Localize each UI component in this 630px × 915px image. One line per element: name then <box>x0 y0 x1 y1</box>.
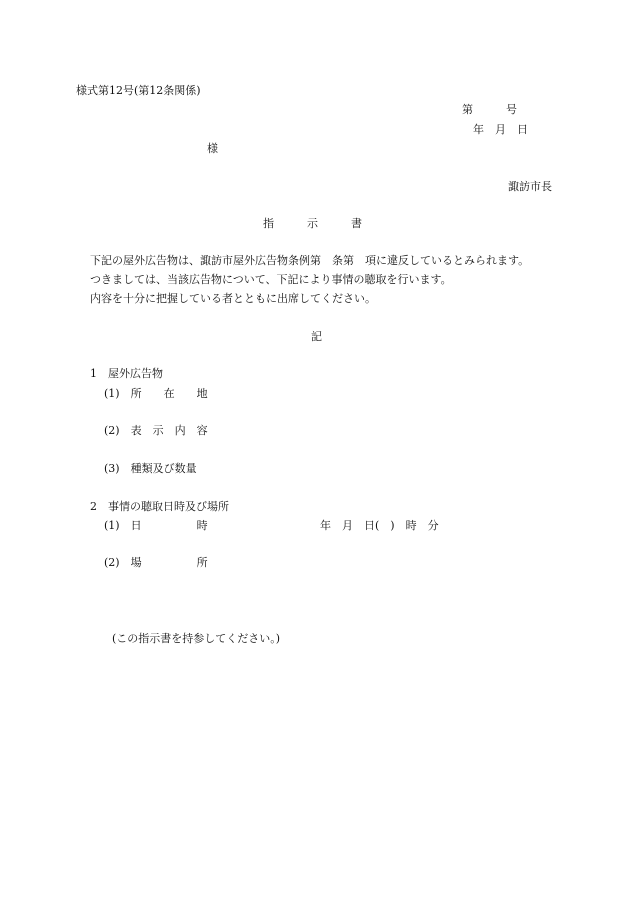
form-number: 様式第12号(第12条関係) <box>76 84 201 97</box>
section-2-item-2-label: (2) 場 所 <box>104 556 208 569</box>
document-number: 第 号 <box>462 103 517 116</box>
body-line-3: 内容を十分に把握している者とともに出席してください。 <box>90 292 376 305</box>
section-2-heading: 2 事情の聴取日時及び場所 <box>90 500 229 513</box>
section-1-item-2: (2) 表 示 内 容 <box>104 424 208 437</box>
section-2-item-1-label: (1) 日 時 <box>104 519 208 532</box>
ki-heading: 記 <box>311 330 322 343</box>
section-1-item-1: (1) 所 在 地 <box>104 387 208 400</box>
body-line-1: 下記の屋外広告物は、諏訪市屋外広告物条例第 条第 項に違反しているとみられます。 <box>90 254 530 267</box>
bring-note: (この指示書を持参してください。) <box>112 632 281 645</box>
section-1-heading: 1 屋外広告物 <box>90 367 163 380</box>
date-line: 年 月 日 <box>473 123 528 136</box>
document-title: 指 示 書 <box>263 217 362 230</box>
addressee-suffix: 様 <box>207 142 218 155</box>
section-2-item-1-value: 年 月 日( ) 時 分 <box>320 519 439 532</box>
section-1-item-3: (3) 種類及び数量 <box>104 462 197 475</box>
body-line-2: つきましては、当該広告物について、下記により事情の聴取を行います。 <box>90 273 452 286</box>
issuer: 諏訪市長 <box>508 180 552 193</box>
